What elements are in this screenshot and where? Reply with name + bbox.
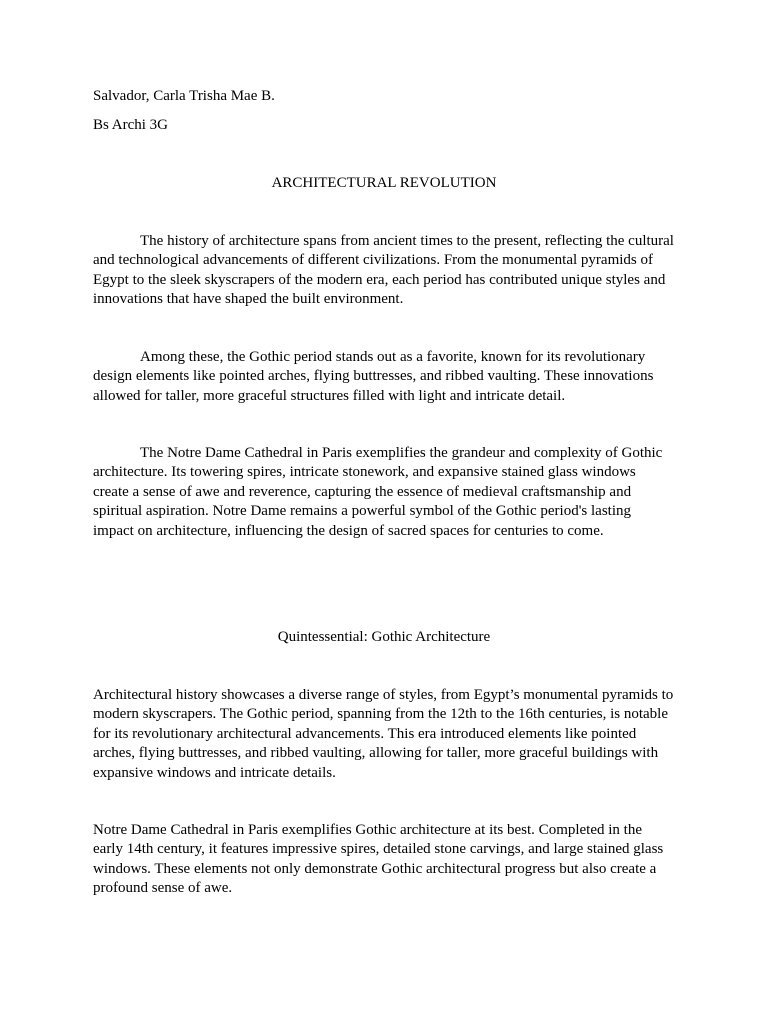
author-name: Salvador, Carla Trisha Mae B. [93,88,275,104]
class-section: Bs Archi 3G [93,117,168,133]
section-subtitle: Quintessential: Gothic Architecture [277,629,491,645]
document-title: ARCHITECTURAL REVOLUTION [271,175,497,191]
notre-dame-paragraph: The Notre Dame Cathedral in Paris exemplifies the grandeur and complexity of Gothic architecture. Its towering spires, intricate stonework, and expansive stained glass windows create a sense of awe and reverence, capturing the essence of medieval craftsmanship and spiritual aspiration. Notre Dame remains a powerful symbol of the Gothic period's lasting impact on architecture, influencing the design of sacred spaces for centuries to come. [93,445,663,539]
intro-paragraph: The history of architecture spans from ancient times to the present, reflecting the cultural and technological advancements of different civilizations. From the monumental pyramids of Egypt to the sleek skyscrapers of the modern era, each period has contributed unique styles and innovations that have shaped the built environment. [93,233,674,308]
summary-paragraph: Architectural history showcases a diverse range of styles, from Egypt’s monumental pyramids to modern skyscrapers. The Gothic period, spanning from the 12th to the 16th centuries, is notable for its revolutionary architectural advancements. This era introduced elements like pointed arches, flying buttresses, and ribbed vaulting, allowing for taller, more graceful buildings with expansive windows and intricate details. [93,687,674,781]
notre-dame-summary-paragraph: Notre Dame Cathedral in Paris exemplifies Gothic architecture at its best. Completed in the early 14th century, it features impressive spires, detailed stone carvings, and large stained glass windows. These elements not only demonstrate Gothic architectural progress but also create a profound sense of awe. [93,822,664,897]
gothic-paragraph: Among these, the Gothic period stands out as a favorite, known for its revolutionary design elements like pointed arches, flying buttresses, and ribbed vaulting. These innovations allowed for taller, more graceful structures filled with light and intricate detail. [93,349,654,404]
